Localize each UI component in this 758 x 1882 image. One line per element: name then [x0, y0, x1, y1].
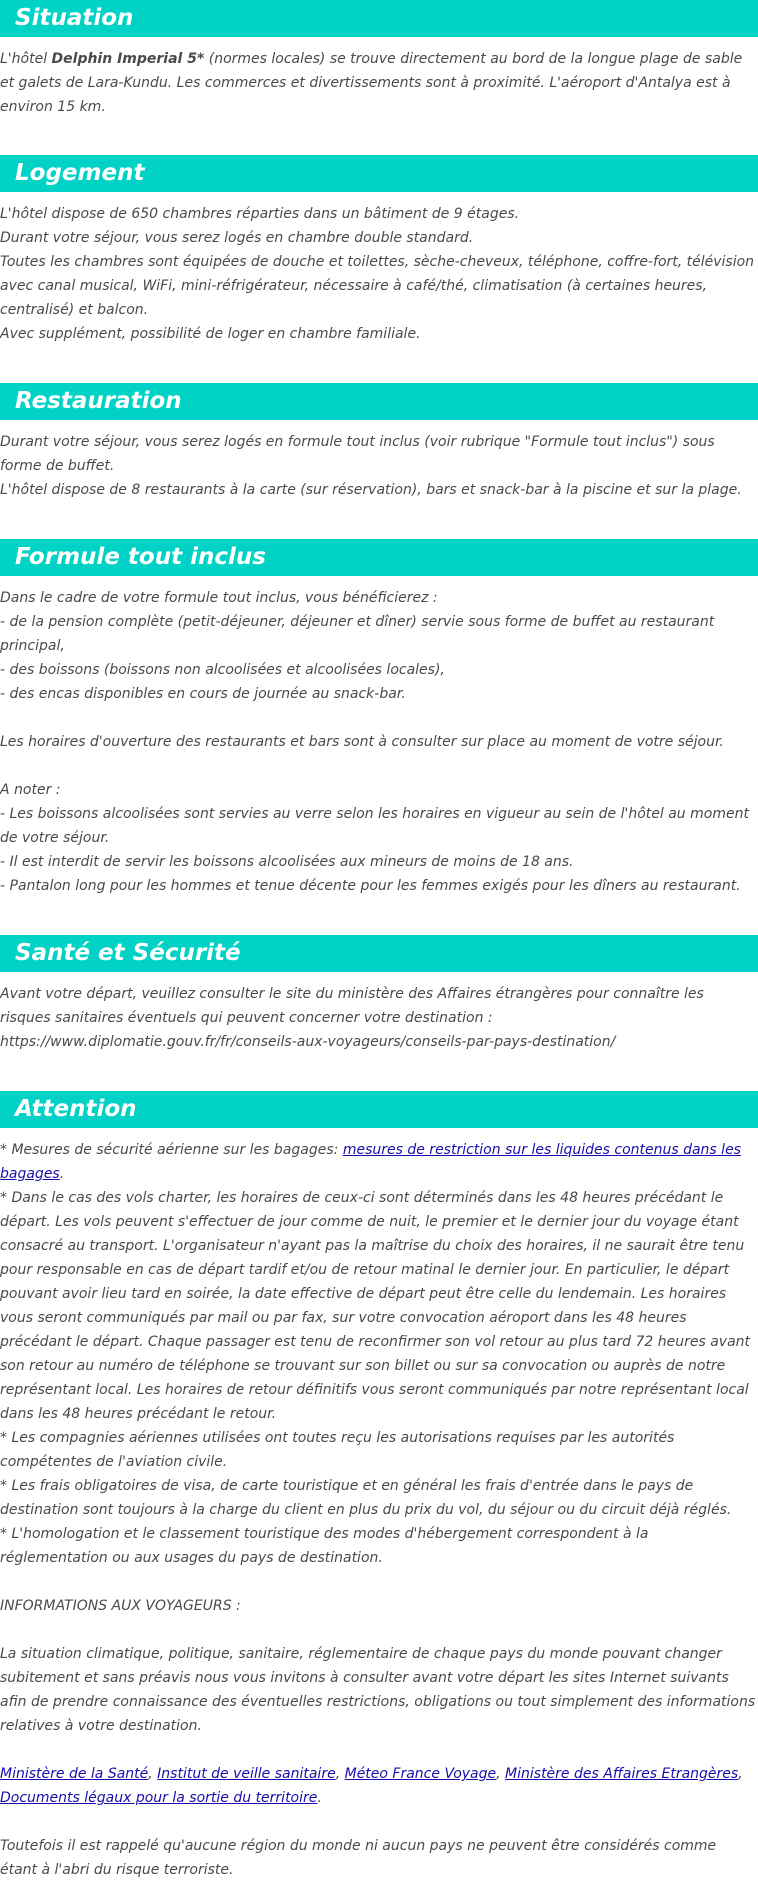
restauration-line: Durant votre séjour, vous serez logés en formule tout inclus (voir rubrique "Formule tout inclus") sous forme de buffet. [0, 434, 715, 474]
attention-vols: * Dans le cas des vols charter, les horaires de ceux-ci sont déterminés dans les 48 heures précédant le départ. Les vols peuvent s'effectuer de jour comme de nuit, le premier et le dernier jour du voyage étant consacré au transport. L'organisateur n'ayant pas la maîtrise du choix des horaires, il ne saurait être tenu pour responsable en cas de départ tardif et/ou de retour matinal le dernier jour. En particulier, le départ pouvant avoir lieu tard en soirée, la date effective de départ peut être celle du lendemain. Les horaires vous seront communiqués par mail ou par fax, sur votre convocation aéroport dans les 48 heures précédant le départ. Chaque passager est tenu de reconfirmer son vol retour au plus tard 72 heures avant son retour au numéro de téléphone se trouvant sur son billet ou sur sa convocation ou auprès de notre représentant local. Les horaires de retour définitifs vous seront communiqués par notre représentant local dans les 48 heures précédant le retour. [0, 1190, 751, 1422]
bagages-post: . [59, 1166, 65, 1182]
useful-links: Ministère de la Santé, Institut de veille sanitaire, Méteo France Voyage, Ministère des Affaires Etrangères, Documents légaux pour la sortie du territoire. [0, 1766, 743, 1806]
heading-restauration: Restauration [0, 383, 758, 420]
formule-noter: - Les boissons alcoolisées sont servies au verre selon les horaires en vigueur au sein de l'hôtel au moment de votre séjour. [0, 806, 749, 846]
terror-text: Toutefois il est rappelé qu'aucune région du monde ni aucun pays ne peuvent être considérés comme étant à l'abri du risque terroriste. [0, 1838, 717, 1878]
formule-line: - de la pension complète (petit-déjeuner, déjeuner et dîner) servie sous forme de buffet au restaurant principal, [0, 614, 715, 654]
link-affaires-etrangeres[interactable]: Ministère des Affaires Etrangères [505, 1766, 739, 1782]
section-logement [0, 155, 758, 346]
section-attention [0, 1091, 758, 1882]
formule-line: - des encas disponibles en cours de journée au snack-bar. [0, 686, 406, 702]
hotel-name: Delphin Imperial 5* [51, 51, 205, 67]
formule-line: - des boissons (boissons non alcoolisées et alcoolisées locales), [0, 662, 445, 678]
logement-line: Avec supplément, possibilité de loger en chambre familiale. [0, 326, 421, 342]
heading-situation: Situation [0, 0, 758, 37]
info-title: INFORMATIONS AUX VOYAGEURS : [0, 1598, 241, 1614]
sante-text: Avant votre départ, veuillez consulter le site du ministère des Affaires étrangères pour connaître les risques sanitaires éventuels qui peuvent concerner votre destination : https://www.diplomatie.gouv.fr/fr/conseils-aux-voyageurs/conseils-par-pays-destination/ [0, 986, 704, 1050]
situation-pre: L'hôtel [0, 51, 52, 67]
logement-line: Toutes les chambres sont équipées de douche et toilettes, sèche-cheveux, téléphone, coffre-fort, télévision avec canal musical, WiFi, mini-réfrigérateur, nécessaire à café/thé, climatisation (à certaines heures, centralisé) et balcon. [0, 254, 755, 318]
formule-noter: - Il est interdit de servir les boissons alcoolisées aux mineurs de moins de 18 ans. [0, 854, 574, 870]
restauration-line: L'hôtel dispose de 8 restaurants à la carte (sur réservation), bars et snack-bar à la piscine et sur la plage. [0, 482, 742, 498]
attention-bagages [0, 1138, 756, 1186]
link-liquides-restriction[interactable]: mesures de restriction sur les liquides contenus dans les bagages [0, 1142, 741, 1182]
section-formule [0, 539, 758, 898]
section-situation [0, 0, 758, 119]
heading-sante: Santé et Sécurité [0, 935, 758, 972]
link-meteo-france[interactable]: Méteo France Voyage [344, 1766, 497, 1782]
formule-noter: - Pantalon long pour les hommes et tenue décente pour les femmes exigés pour les dîners au restaurant. [0, 878, 741, 894]
section-restauration [0, 383, 758, 502]
formule-line: Dans le cadre de votre formule tout inclus, vous bénéficierez : [0, 590, 438, 606]
heading-logement: Logement [0, 155, 758, 192]
formule-noter: A noter : [0, 782, 61, 798]
situation-post: (normes locales) se trouve directement au bord de la longue plage de sable et galets de Lara-Kundu. Les commerces et divertissements sont à proximité. L'aéroport d'Antalya est à environ 15 km. [0, 51, 743, 115]
heading-formule: Formule tout inclus [0, 539, 758, 576]
section-sante [0, 935, 758, 1054]
attention-homologation: * L'homologation et le classement touristique des modes d'hébergement correspondent à la réglementation ou aux usages du pays de destination. [0, 1526, 649, 1566]
formule-horaires: Les horaires d'ouverture des restaurants et bars sont à consulter sur place au moment de votre séjour. [0, 734, 724, 750]
logement-line: L'hôtel dispose de 650 chambres réparties dans un bâtiment de 9 étages. [0, 206, 520, 222]
link-veille-sanitaire[interactable]: Institut de veille sanitaire [157, 1766, 336, 1782]
attention-compagnies: * Les compagnies aériennes utilisées ont toutes reçu les autorisations requises par les autorités compétentes de l'aviation civile. [0, 1430, 675, 1470]
heading-attention: Attention [0, 1091, 758, 1128]
situation-text [0, 47, 756, 119]
link-documents-legaux[interactable]: Documents légaux pour la sortie du territoire [0, 1790, 318, 1806]
bagages-pre: * Mesures de sécurité aérienne sur les bagages: [0, 1142, 343, 1158]
info-text: La situation climatique, politique, sanitaire, réglementaire de chaque pays du monde pouvant changer subitement et sans préavis nous vous invitons à consulter avant votre départ les sites Internet suivants afin de prendre connaissance des éventuelles restrictions, obligations ou tout simplement des informations relatives à votre destination. [0, 1646, 756, 1734]
logement-line: Durant votre séjour, vous serez logés en chambre double standard. [0, 230, 474, 246]
link-ministere-sante[interactable]: Ministère de la Santé [0, 1766, 149, 1782]
attention-frais: * Les frais obligatoires de visa, de carte touristique et en général les frais d'entrée dans le pays de destination sont toujours à la charge du client en plus du prix du vol, du séjour ou du circuit déjà réglés. [0, 1478, 732, 1518]
